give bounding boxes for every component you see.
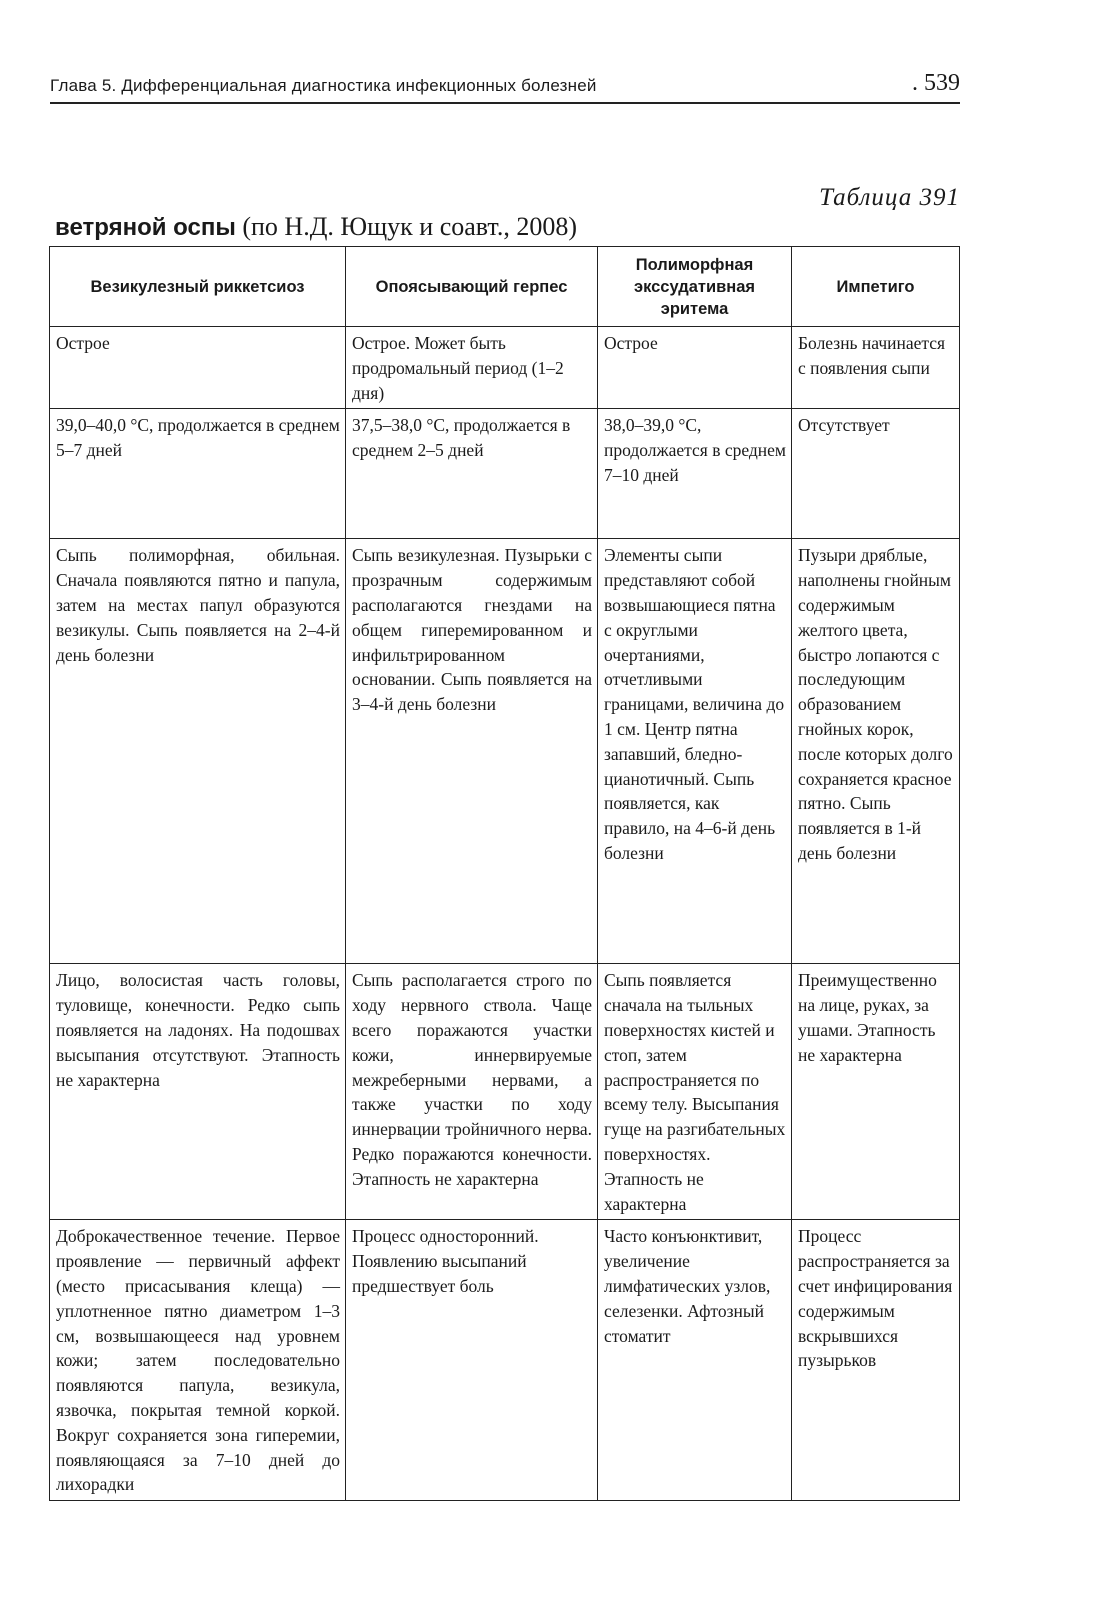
table-cell: 38,0–39,0 °С, продолжается в среднем 7–10 дней xyxy=(598,409,792,539)
table-cell: Лицо, волосистая часть головы, туловище, конечности. Редко сыпь появляется на ладонях. На подошвах высыпания отсутствуют. Этапность не характерна xyxy=(50,964,346,1220)
table-cell: Пузыри дряблые, наполнены гнойным содержимым желтого цвета, быстро лопаются с последующим образованием гнойных корок, после которых долго сохраняется красное пятно. Сыпь появляется в 1-й день болезни xyxy=(792,539,960,964)
table-label: Таблица 391 xyxy=(819,184,960,211)
table-cell: Часто конъюнктивит, увеличение лимфатических узлов, селезенки. Афтозный стоматит xyxy=(598,1220,792,1501)
header-cell: Импетиго xyxy=(792,247,960,327)
table-cell: Процесс односторонний. Появлению высыпаний предшествует боль xyxy=(346,1220,598,1501)
table-row xyxy=(50,964,960,1220)
header-cell: Везикулезный риккетсиоз xyxy=(50,247,346,327)
caption-rest: (по Н.Д. Ющук и соавт., 2008) xyxy=(235,212,577,241)
table-cell: 39,0–40,0 °С, продолжается в среднем 5–7 дней xyxy=(50,409,346,539)
running-title: Глава 5. Дифференциальная диагностика инфекционных болезней xyxy=(50,76,597,95)
table-cell: Острое. Может быть продромальный период (1–2 дня) xyxy=(346,327,598,409)
table-cell: Преимущественно на лице, руках, за ушами. Этапность не характерна xyxy=(792,964,960,1220)
table-cell: Сыпь располагается строго по ходу нервного ствола. Чаще всего поражаются участки кожи, иннервируемые межреберными нервами, а также участки по ходу иннервации тройничного нерва. Редко поражаются конечности. Этапность не характерна xyxy=(346,964,598,1220)
table-cell: Элементы сыпи представляют собой возвышающиеся пятна с округлыми очертаниями, отчетливыми границами, величина до 1 см. Центр пятна запавший, бледно-цианотичный. Сыпь появляется, как правило, на 4–6-й день болезни xyxy=(598,539,792,964)
page-number: . 539 xyxy=(912,70,960,96)
table-cell: Острое xyxy=(50,327,346,409)
table-cell: Процесс распространяется за счет инфицирования содержимым вскрывшихся пузырьков xyxy=(792,1220,960,1501)
table-row xyxy=(50,1220,960,1501)
table-cell: Болезнь начинается с появления сыпи xyxy=(792,327,960,409)
table-header-row xyxy=(50,247,960,327)
table-cell: 37,5–38,0 °С, продолжается в среднем 2–5 дней xyxy=(346,409,598,539)
table-cell: Сыпь полиморфная, обильная. Сначала появляются пятно и папула, затем на местах папул образуются везикулы. Сыпь появляется на 2–4-й день болезни xyxy=(50,539,346,964)
table-cell: Сыпь везикулезная. Пузырьки с прозрачным содержимым располагаются гнездами на общем гиперемированном и инфильтрированном основании. Сыпь появляется на 3–4-й день болезни xyxy=(346,539,598,964)
table-row xyxy=(50,539,960,964)
differential-table xyxy=(49,246,960,1501)
table-cell: Отсутствует xyxy=(792,409,960,539)
caption-bold: ветряной оспы xyxy=(55,214,236,241)
table-row xyxy=(50,327,960,409)
table-cell: Острое xyxy=(598,327,792,409)
running-header xyxy=(50,72,960,104)
table-cell: Сыпь появляется сначала на тыльных поверхностях кистей и стоп, затем распространяется по всему телу. Высыпания гуще на разгибательных поверхностях. Этапность не характерна xyxy=(598,964,792,1220)
table-row xyxy=(50,409,960,539)
table-cell: Доброкачественное течение. Первое проявление — первичный аффект (место присасывания клеща) — уплотненное пятно диаметром 1–3 см, возвышающееся над уровнем кожи; затем последовательно появляются папула, везикула, язвочка, покрытая темной коркой. Вокруг сохраняется зона гиперемии, появляющаяся за 7–10 дней до лихорадки xyxy=(50,1220,346,1501)
header-cell: Опоясывающий герпес xyxy=(346,247,598,327)
table-caption xyxy=(55,212,577,242)
header-cell: Полиморфная экссудативная эритема xyxy=(598,247,792,327)
